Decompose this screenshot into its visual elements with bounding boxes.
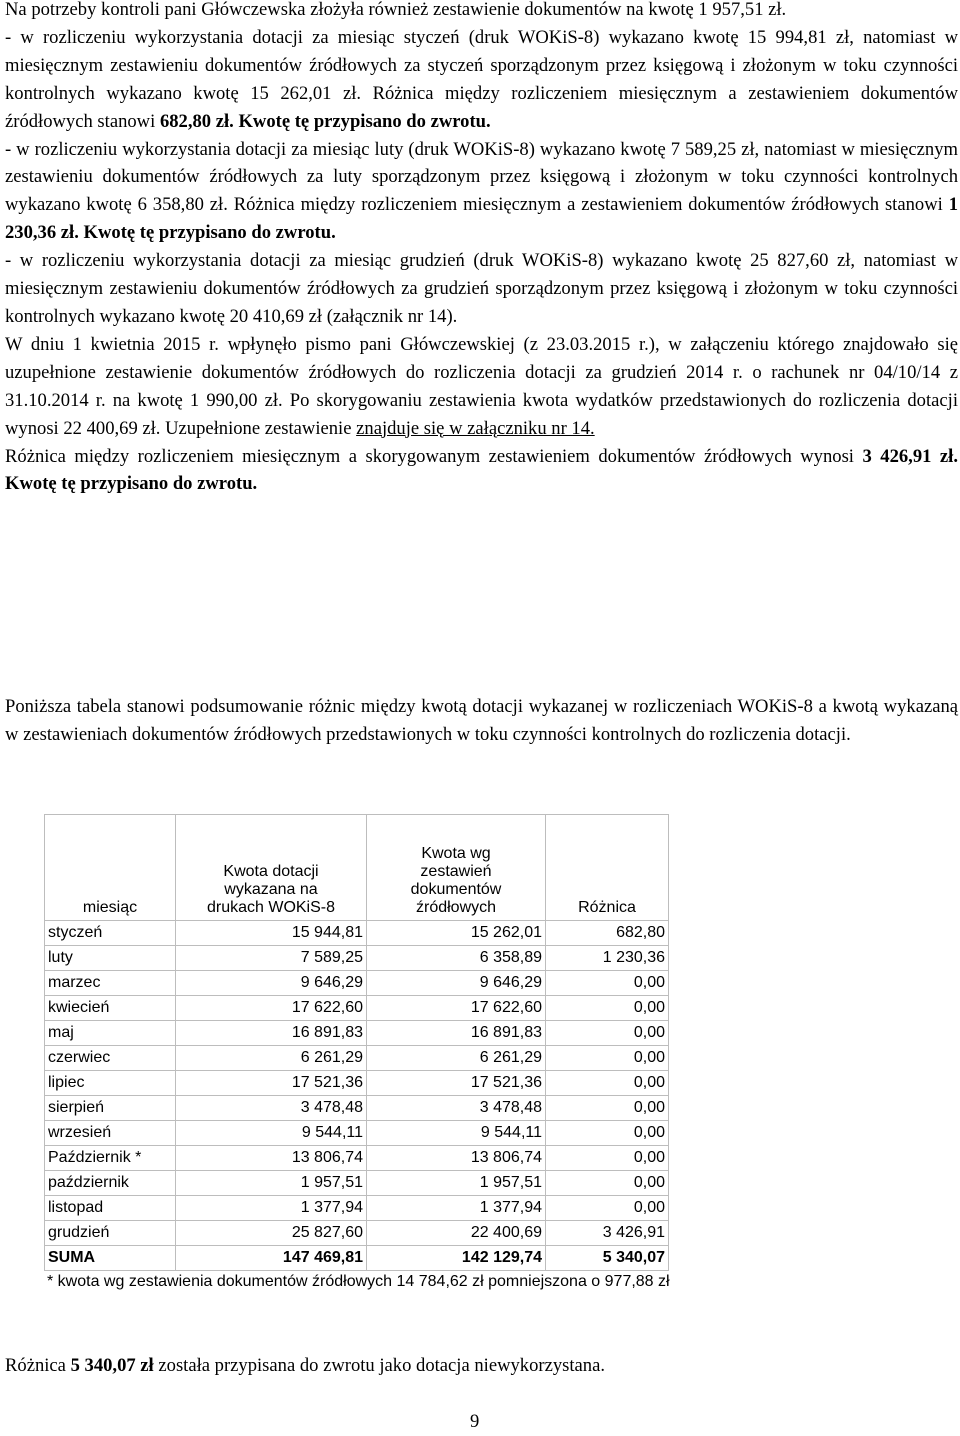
difference-cell: 0,00 [546, 1046, 669, 1071]
month-cell: grudzień [45, 1221, 176, 1246]
difference-cell: 0,00 [546, 996, 669, 1021]
wokis-amount-cell: 25 827,60 [176, 1221, 367, 1246]
letter-text: W dniu 1 kwietnia 2015 r. wpłynęło pismo pani Główczewskiej (z 23.03.2015 r.), w załączeniu którego znajdowało się uzupełnione zestawienie dokumentów źródłowych do rozliczenia dotacji za grudzień 2014 r. o rachunek nr 04/10/14 z 31.10.2014 r. na kwotę 1 990,00 zł. Po skorygowaniu zestawienia kwota wydatków przedstawionych do rozliczenia dotacji wynosi 22 400,69 zł. Uzupełnione zestawienie [5, 333, 958, 439]
month-cell: sierpień [45, 1096, 176, 1121]
wokis-amount-cell: 17 622,60 [176, 996, 367, 1021]
final-suffix: została przypisana do zwrotu jako dotacja niewykorzystana. [158, 1355, 605, 1376]
december-amount: 3 426,91 zł. [862, 445, 958, 467]
documents-amount-cell: 6 261,29 [367, 1046, 546, 1071]
month-cell: luty [45, 946, 176, 971]
documents-amount-cell: 9 544,11 [367, 1121, 546, 1146]
january-amount: 682,80 zł. [159, 110, 234, 132]
summary-intro-paragraph: Poniższa tabela stanowi podsumowanie różnic między kwotą dotacji wykazanej w rozliczeniach WOKiS-8 a kwotą wykazaną w zestawieniach dokumentów źródłowych przedstawionych w toku czynności kontrolnych do rozliczenia dotacji. [5, 696, 958, 745]
december-paragraph: - w rozliczeniu wykorzystania dotacji za miesiąc grudzień (druk WOKiS-8) wykazano kwotę 25 827,60 zł, natomiast w miesięcznym zestawieniu dokumentów źródłowych za grudzień sporządzonym przez księgową i złożonym w toku czynności kontrolnych wykazano kwotę 20 410,69 zł (załącznik nr 14). [5, 250, 958, 327]
difference-cell: 0,00 [546, 1121, 669, 1146]
table-header-row [45, 815, 669, 921]
difference-cell: 0,00 [546, 1071, 669, 1096]
difference-cell: 682,80 [546, 921, 669, 946]
wokis-amount-cell: 147 469,81 [176, 1246, 367, 1271]
body-text-upper [5, 0, 958, 498]
documents-amount-cell: 142 129,74 [367, 1246, 546, 1271]
table-row [45, 1146, 669, 1171]
wokis-amount-cell: 7 589,25 [176, 946, 367, 971]
difference-cell: 0,00 [546, 1171, 669, 1196]
header-wokis-amount: Kwota dotacji wykazana na drukach WOKiS-8 [176, 815, 367, 921]
table-row [45, 1021, 669, 1046]
december-difference-text: Różnica między rozliczeniem miesięcznym a skorygowanym zestawieniem dokumentów źródłowych wynosi [5, 445, 854, 467]
final-prefix: Różnica [5, 1355, 66, 1376]
difference-cell: 0,00 [546, 1021, 669, 1046]
documents-amount-cell: 1 377,94 [367, 1196, 546, 1221]
february-paragraph [5, 136, 958, 248]
difference-cell: 0,00 [546, 1196, 669, 1221]
table-body [45, 921, 669, 1271]
table-row [45, 1071, 669, 1096]
december-difference-paragraph [5, 443, 958, 499]
table-footnote: * kwota wg zestawienia dokumentów źródłowych 14 784,62 zł pomniejszona o 977,88 zł [47, 1273, 670, 1290]
documents-amount-cell: 15 262,01 [367, 921, 546, 946]
documents-amount-cell: 17 622,60 [367, 996, 546, 1021]
wokis-amount-cell: 16 891,83 [176, 1021, 367, 1046]
month-cell: czerwiec [45, 1046, 176, 1071]
documents-amount-cell: 9 646,29 [367, 971, 546, 996]
table-row [45, 1196, 669, 1221]
month-cell: listopad [45, 1196, 176, 1221]
table-row [45, 946, 669, 971]
documents-amount-cell: 1 957,51 [367, 1171, 546, 1196]
wokis-amount-cell: 1 957,51 [176, 1171, 367, 1196]
wokis-amount-cell: 9 544,11 [176, 1121, 367, 1146]
month-cell: styczeń [45, 921, 176, 946]
february-amount: 1 230,36 zł. [5, 194, 958, 244]
month-cell: lipiec [45, 1071, 176, 1096]
documents-amount-cell: 6 358,89 [367, 946, 546, 971]
difference-cell: 0,00 [546, 1146, 669, 1171]
difference-cell: 3 426,91 [546, 1221, 669, 1246]
january-text: - w rozliczeniu wykorzystania dotacji za miesiąc styczeń (druk WOKiS-8) wykazano kwotę 15 994,81 zł, natomiast w miesięcznym zestawieniu dokumentów źródłowych za styczeń sporządzonym przez księgową i złożonym w toku czynności kontrolnych wykazano kwotę 15 262,01 zł. Różnica między rozliczeniem miesięcznym a zestawieniem dokumentów źródłowych stanowi [5, 26, 958, 132]
documents-amount-cell: 22 400,69 [367, 1221, 546, 1246]
month-cell: maj [45, 1021, 176, 1046]
table-row [45, 971, 669, 996]
wokis-amount-cell: 3 478,48 [176, 1096, 367, 1121]
wokis-amount-cell: 13 806,74 [176, 1146, 367, 1171]
wokis-amount-cell: 6 261,29 [176, 1046, 367, 1071]
table-row [45, 996, 669, 1021]
wokis-amount-cell: 9 646,29 [176, 971, 367, 996]
month-cell: marzec [45, 971, 176, 996]
month-cell: październik [45, 1171, 176, 1196]
page-number: 9 [470, 1411, 480, 1432]
table-row [45, 921, 669, 946]
difference-cell: 0,00 [546, 971, 669, 996]
february-text: - w rozliczeniu wykorzystania dotacji za miesiąc luty (druk WOKiS-8) wykazano kwotę 7 589,25 zł, natomiast w miesięcznym zestawieniu dokumentów źródłowych za luty sporządzonym przez księgową i złożonym w toku czynności kontrolnych wykazano kwotę 6 358,80 zł. Różnica między rozliczeniem miesięcznym a zestawieniem dokumentów źródłowych stanowi [5, 138, 958, 216]
table-total-row [45, 1246, 669, 1271]
table-row [45, 1046, 669, 1071]
wokis-amount-cell: 15 944,81 [176, 921, 367, 946]
letter-paragraph [5, 331, 958, 443]
header-documents-amount: Kwota wg zestawień dokumentów źródłowych [367, 815, 546, 921]
body-text-summary [5, 693, 958, 749]
month-cell: Październik * [45, 1146, 176, 1171]
documents-amount-cell: 16 891,83 [367, 1021, 546, 1046]
january-refund-note: Kwotę tę przypisano do zwrotu. [238, 110, 491, 132]
header-month: miesiąc [45, 815, 176, 921]
intro-paragraph: Na potrzeby kontroli pani Główczewska złożyła również zestawienie dokumentów na kwotę 1 957,51 zł. [5, 0, 787, 20]
attachment-reference: znajduje się w załączniku nr 14. [356, 417, 595, 439]
header-difference: Różnica [546, 815, 669, 921]
table-row [45, 1096, 669, 1121]
wokis-amount-cell: 17 521,36 [176, 1071, 367, 1096]
documents-amount-cell: 3 478,48 [367, 1096, 546, 1121]
wokis-amount-cell: 1 377,94 [176, 1196, 367, 1221]
difference-cell: 1 230,36 [546, 946, 669, 971]
table-row [45, 1171, 669, 1196]
final-statement [5, 1355, 605, 1377]
table-row [45, 1121, 669, 1146]
month-cell: wrzesień [45, 1121, 176, 1146]
december-refund-note: Kwotę tę przypisano do zwrotu. [5, 473, 258, 495]
difference-cell: 0,00 [546, 1096, 669, 1121]
documents-amount-cell: 17 521,36 [367, 1071, 546, 1096]
summary-table [44, 814, 669, 1271]
february-refund-note: Kwotę tę przypisano do zwrotu. [83, 222, 336, 244]
final-amount: 5 340,07 zł [70, 1355, 154, 1376]
month-cell: SUMA [45, 1246, 176, 1271]
month-cell: kwiecień [45, 996, 176, 1021]
january-paragraph [5, 24, 958, 136]
documents-amount-cell: 13 806,74 [367, 1146, 546, 1171]
difference-cell: 5 340,07 [546, 1246, 669, 1271]
table-row [45, 1221, 669, 1246]
